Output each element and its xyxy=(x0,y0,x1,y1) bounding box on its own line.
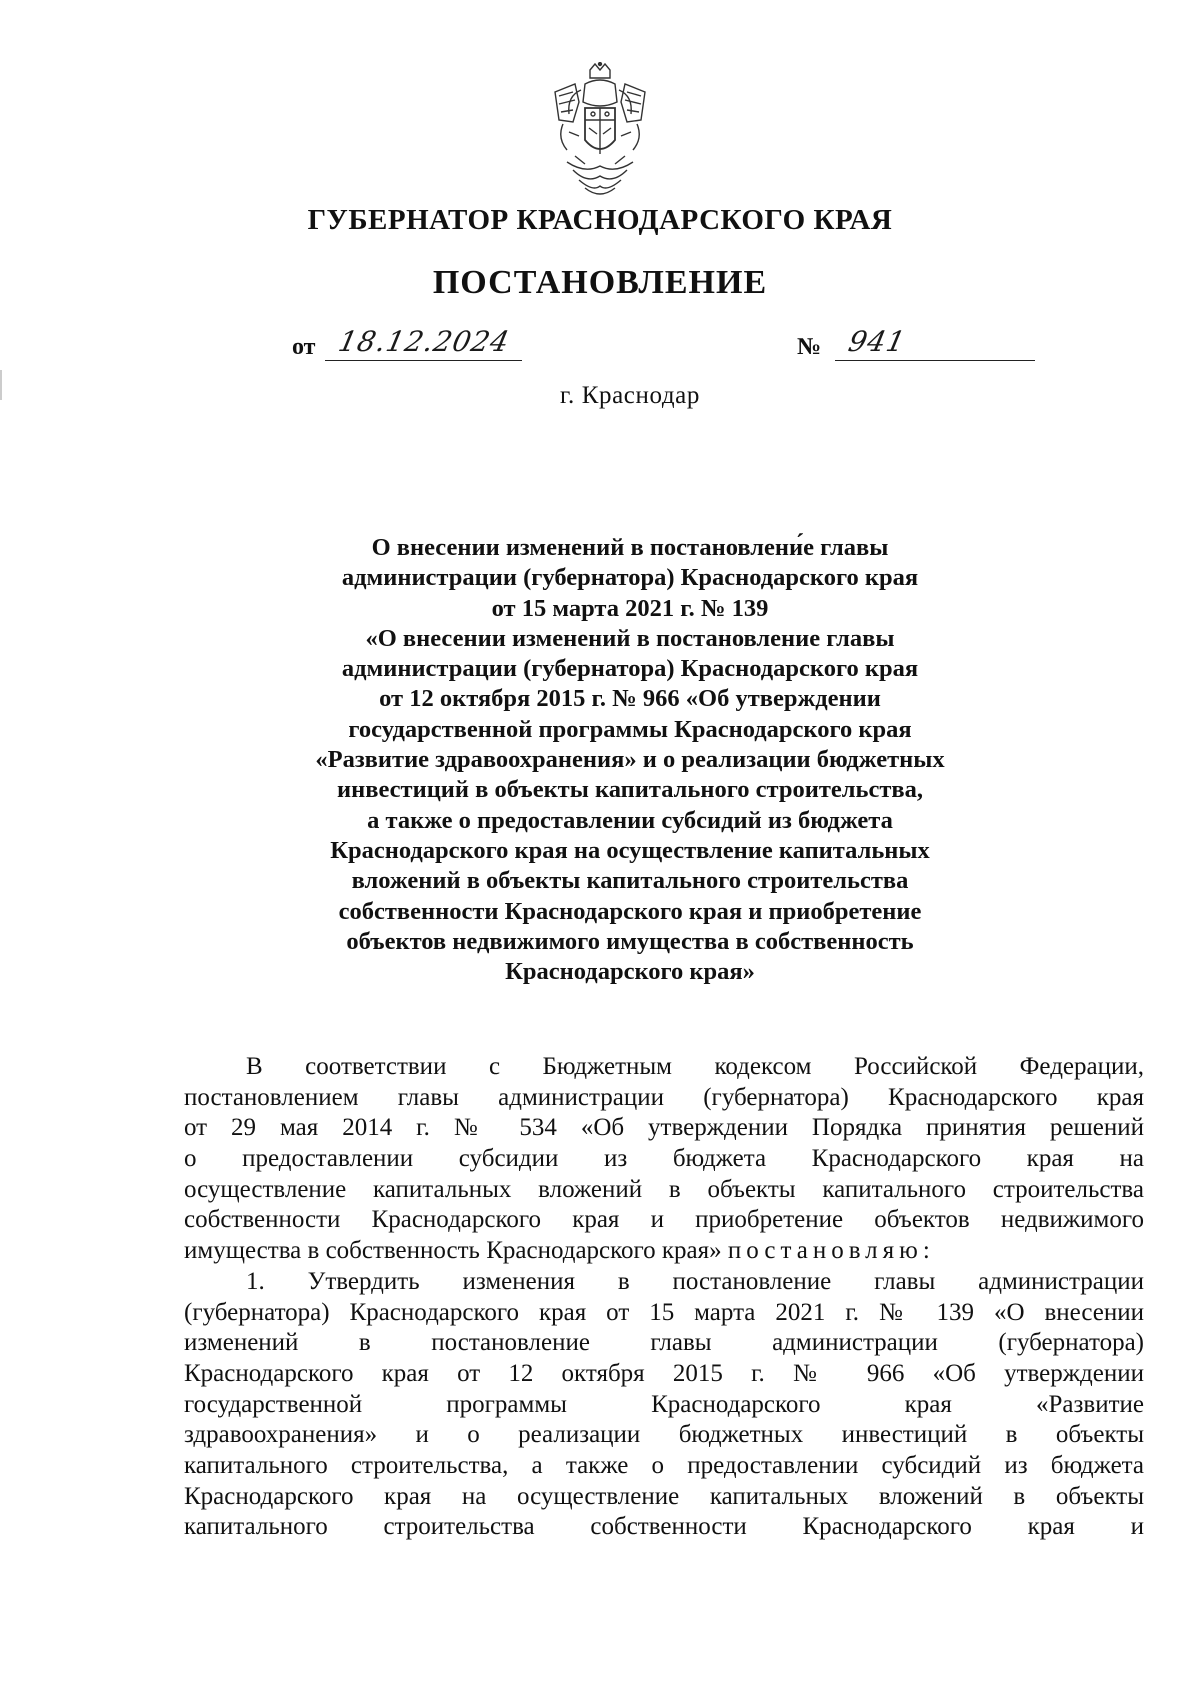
document-type: ПОСТАНОВЛЕНИЕ xyxy=(432,264,768,301)
body-line: капитального строительства собственности Краснодарского края и xyxy=(184,1513,1144,1541)
city-line: г. Краснодар xyxy=(560,382,700,409)
body-line: о предоставлении субсидии из бюджета Краснодарского края на xyxy=(184,1145,1144,1173)
title-line: «О внесении изменений в постановление главы xyxy=(365,624,895,652)
number-prefix: № xyxy=(797,334,822,360)
title-line: государственной программы Краснодарского края xyxy=(348,715,912,743)
title-line: инвестиций в объекты капитального строительства, xyxy=(337,776,923,804)
number-line xyxy=(797,325,1035,361)
coat-of-arms-emblem xyxy=(545,62,655,202)
body-line: собственности Краснодарского края и приобретение объектов недвижимого xyxy=(184,1206,1144,1234)
body-line: постановлением главы администрации (губернатора) Краснодарского края xyxy=(184,1083,1144,1111)
resolution-word: постановляю: xyxy=(727,1237,935,1265)
body-line: В соответствии с Бюджетным кодексом Российской Федерации, xyxy=(246,1053,1144,1080)
body-line: осуществление капитальных вложений в объекты капитального строительства xyxy=(184,1175,1144,1203)
date-field xyxy=(325,325,522,361)
title-line: вложений в объекты капитального строительства xyxy=(351,867,909,895)
body-line-text: имущества в собственность Краснодарского края» xyxy=(184,1237,722,1265)
title-line: администрации (губернатора) Краснодарского края xyxy=(341,655,919,683)
title-line: О внесении изменений в постановлени́е главы xyxy=(371,534,889,561)
handwritten-number: 941 xyxy=(845,325,910,358)
title-line: «Развитие здравоохранения» и о реализации бюджетных xyxy=(315,746,945,774)
document-body xyxy=(184,1052,1144,1543)
title-line: от 15 марта 2021 г. № 139 xyxy=(491,594,769,622)
number-field xyxy=(835,325,1035,361)
title-line: собственности Краснодарского края и приобретение xyxy=(338,897,922,925)
body-line: от 29 мая 2014 г. № 534 «Об утверждении Порядка принятия решений xyxy=(184,1114,1144,1142)
title-line: объектов недвижимого имущества в собственность xyxy=(346,927,914,955)
handwritten-date: 18.12.2024 xyxy=(335,325,514,358)
body-line: здравоохранения» и о реализации бюджетных инвестиций в объекты xyxy=(184,1421,1144,1449)
title-line: администрации (губернатора) Краснодарского края xyxy=(341,564,919,592)
body-line: государственной программы Краснодарского края «Развитие xyxy=(184,1390,1144,1418)
body-line xyxy=(184,1236,1144,1267)
document-title xyxy=(240,533,1020,987)
issuing-authority: ГУБЕРНАТОР КРАСНОДАРСКОГО КРАЯ xyxy=(307,204,893,236)
item-1-paragraph xyxy=(184,1267,1144,1543)
title-line: Краснодарского края» xyxy=(505,958,755,986)
body-line: Краснодарского края на осуществление капитальных вложений в объекты xyxy=(184,1482,1144,1510)
body-line: капитального строительства, а также о предоставлении субсидий из бюджета xyxy=(184,1451,1144,1479)
body-line: Краснодарского края от 12 октября 2015 г. № 966 «Об утверждении xyxy=(184,1359,1144,1387)
title-line: а также о предоставлении субсидий из бюджета xyxy=(367,806,893,834)
body-line: (губернатора) Краснодарского края от 15 марта 2021 г. № 139 «О внесении xyxy=(184,1298,1144,1326)
date-line xyxy=(292,325,522,361)
title-line: Краснодарского края на осуществление капитальных xyxy=(330,836,930,864)
title-line: от 12 октября 2015 г. № 966 «Об утверждении xyxy=(379,685,881,713)
body-line: изменений в постановление главы администрации (губернатора) xyxy=(184,1329,1144,1357)
date-prefix: от xyxy=(292,334,316,360)
preamble-paragraph xyxy=(184,1052,1144,1267)
body-line: 1. Утвердить изменения в постановление главы администрации xyxy=(246,1267,1144,1295)
